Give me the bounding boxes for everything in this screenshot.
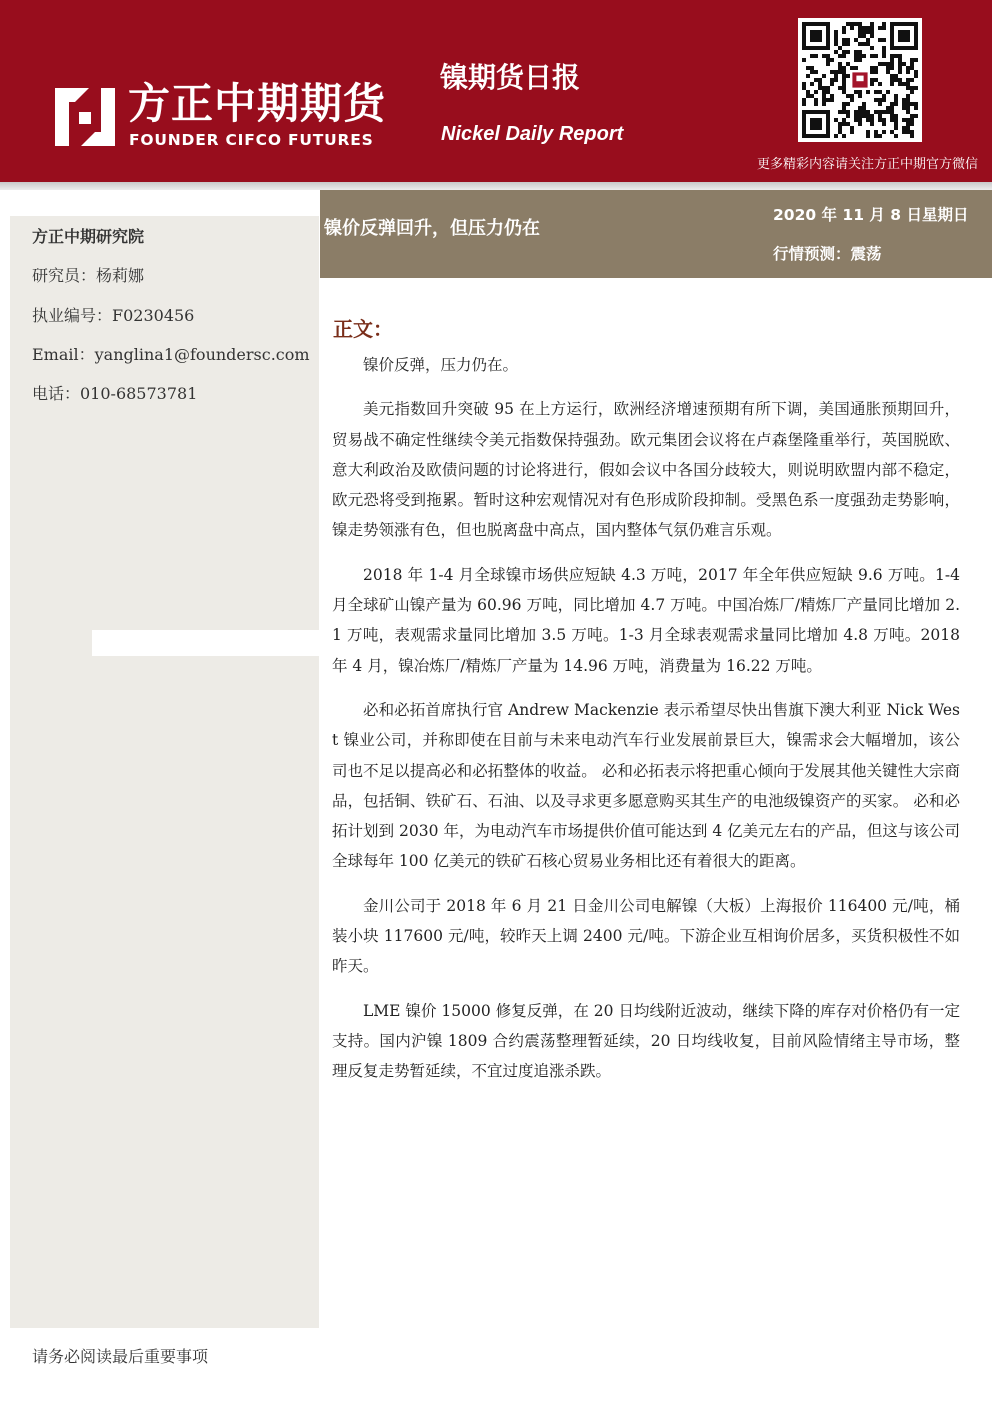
sidebar-divider bbox=[92, 630, 320, 656]
paragraph: LME 镍价 15000 修复反弹，在 20 日均线附近波动，继续下降的库存对价格仍有一定支持。国内沪镍 1809 合约震荡整理暂延续，20 日均线收复，目前风险情绪主导市场，整理反复走势暂延续，不宜过度追涨杀跌。 bbox=[332, 1001, 960, 1081]
license-number: 执业编号：F0230456 bbox=[32, 306, 195, 325]
body-heading: 正文： bbox=[333, 317, 393, 341]
analyst-email: Email：yanglina1@foundersc.com bbox=[32, 345, 310, 364]
company-logo-text: 方正中期期货 bbox=[128, 79, 387, 128]
report-date: 2020 年 11 月 8 日星期日 bbox=[773, 206, 969, 224]
founder-logo-icon bbox=[55, 88, 115, 146]
analyst-name: 研究员：杨莉娜 bbox=[32, 266, 145, 285]
analyst-phone: 电话：010-68573781 bbox=[32, 384, 198, 403]
market-forecast: 行情预测：震荡 bbox=[773, 245, 882, 263]
research-institute: 方正中期研究院 bbox=[32, 227, 145, 246]
paragraph: 金川公司于 2018 年 6 月 21 日金川公司电解镍（大板）上海报价 116400 元/吨，桶装小块 117600 元/吨，较昨天上调 2400 元/吨。下游企业互相询价居多，买货积极性不如昨天。 bbox=[332, 896, 960, 976]
article-body bbox=[332, 350, 960, 1087]
company-logo-english: FOUNDER CIFCO FUTURES bbox=[129, 131, 374, 149]
wechat-qr-code-icon bbox=[798, 18, 922, 142]
paragraph: 必和必拓首席执行官 Andrew Mackenzie 表示希望尽快出售旗下澳大利亚 Nick West 镍业公司，并称即使在目前与未来电动汽车行业发展前景巨大，镍需求会大幅增加，该公司也不足以提高必和必拓整体的收益。 必和必拓表示将把重心倾向于发展其他关键性大宗商品，包括铜、铁矿石、石油、以及寻求更多愿意购买其生产的电池级镍资产的买家。 必和必拓计划到 2030 年，为电动汽车市场提供价值可能达到 4 亿美元左右的产品，但这与该公司全球每年 100 亿美元的铁矿石核心贸易业务相比还有着很大的距离。 bbox=[332, 700, 960, 871]
header-divider bbox=[0, 182, 992, 190]
report-title-english: Nickel Daily Report bbox=[441, 123, 624, 145]
report-title: 镍期货日报 bbox=[440, 61, 581, 94]
paragraph: 2018 年 1-4 月全球镍市场供应短缺 4.3 万吨，2017 年全年供应短缺 9.6 万吨。1-4 月全球矿山镍产量为 60.96 万吨，同比增加 4.7 万吨。中国冶炼厂/精炼厂产量同比增加 2.1 万吨，表观需求量同比增加 3.5 万吨。1-3 月全球表观需求量同比增加 4.8 万吨。2018 年 4 月，镍冶炼厂/精炼厂产量为 14.96 万吨，消费量为 16.22 万吨。 bbox=[332, 565, 960, 675]
paragraph: 美元指数回升突破 95 在上方运行，欧洲经济增速预期有所下调，美国通胀预期回升，贸易战不确定性继续令美元指数保持强劲。欧元集团会议将在卢森堡隆重举行，英国脱欧、意大利政治及欧债问题的讨论将进行，假如会议中各国分歧较大，则说明欧盟内部不稳定，欧元恐将受到拖累。暂时这种宏观情况对有色形成阶段抑制。受黑色系一度强劲走势影响，镍走势领涨有色，但也脱离盘中高点，国内整体气氛仍难言乐观。 bbox=[332, 400, 960, 540]
disclaimer-note: 请务必阅读最后重要事项 bbox=[32, 1347, 209, 1366]
report-headline: 镍价反弹回升，但压力仍在 bbox=[324, 218, 540, 239]
paragraph: 镍价反弹，压力仍在。 bbox=[363, 356, 519, 374]
wechat-follow-note: 更多精彩内容请关注方正中期官方微信 bbox=[756, 157, 978, 172]
